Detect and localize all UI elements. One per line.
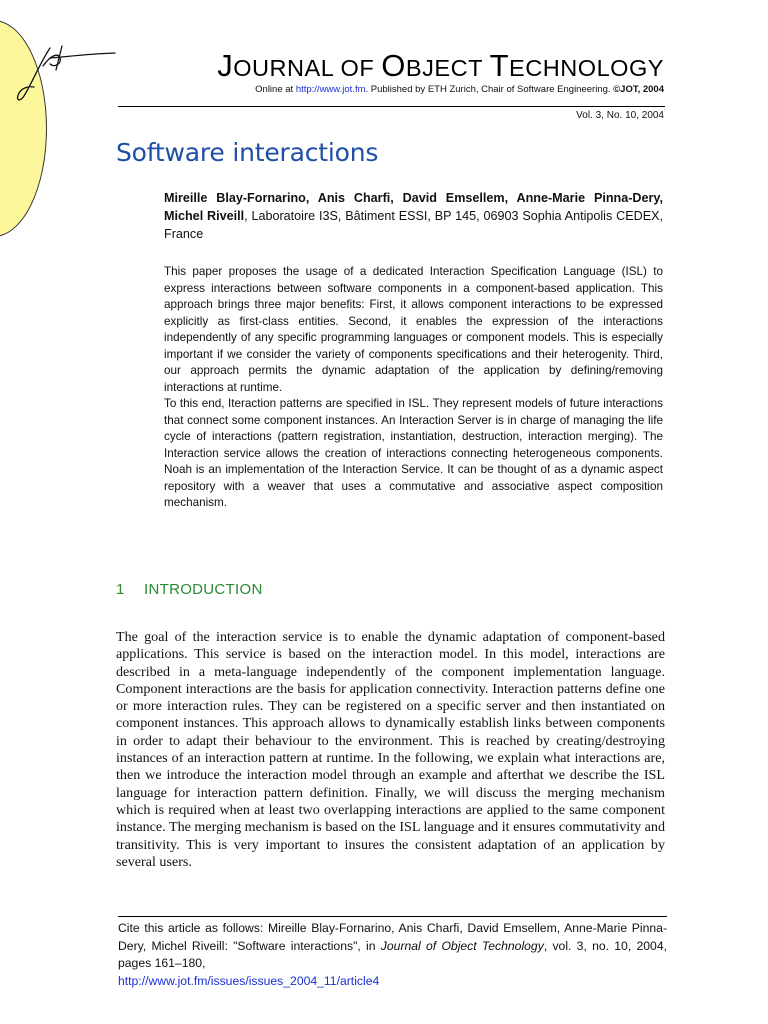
affiliation: , Laboratoire I3S, Bâtiment ESSI, BP 145, 06903 Sophia Antipolis CEDEX, France: [164, 209, 663, 241]
footer-divider: [118, 916, 667, 917]
article-url-link[interactable]: http://www.jot.fm/issues/issues_2004_11/article4: [118, 973, 380, 988]
introduction-paragraph: The goal of the interaction service is to enable the dynamic adaptation of component-based applications. This service is based on the interaction model. In this model, interactions are described in a meta-language independently of the component implementation language. Component interactions are the basis for application connectivity. Interaction patterns define one or more interaction rules. They can be registered on a specific server and then instantiated on component instances. This approach allows to dynamically establish links between components in order to adapt their behaviour to the environment. This is reached by creating/destroying instances of an interaction pattern at runtime. In the following, we explain what interactions are, then we introduce the interaction model through an example and afterthat we describe the ISL language for interaction pattern definition. Finally, we will discuss the merging mechanism which is required when at least two overlapping interactions are applied to the same component instance. The merging mechanism is based on the ISL language and it ensures commutativity and transitivity. This is very important to insures the consistent adaptation of an application by several users.: [116, 629, 665, 870]
journal-name: Journal of Object Technology: [380, 938, 544, 953]
abstract-paragraph: To this end, Iteraction patterns are specified in ISL. They represent models of future interactions that connect some component instances. An Interaction Server is in charge of managing the life cycle of interactions (pattern registration, instantiation, destruction, interaction merging). The Interaction service allows the creation of interactions connecting heterogeneous components. Noah is an implementation of the Interaction Service. It can be thought of as a dynamic aspect repository with a weaver that uses a commutative and associative aspect composition mechanism.: [164, 397, 663, 509]
header-divider: [118, 106, 665, 107]
section-heading: [116, 581, 263, 598]
publication-info: Online at http://www.jot.fm. Published by ETH Zurich, Chair of Software Engineering. ©JOT, 2004: [255, 84, 664, 95]
volume-info: Vol. 3, No. 10, 2004: [576, 110, 664, 121]
section-title: INTRODUCTION: [144, 581, 263, 598]
author-block: [164, 189, 663, 243]
jot-logo-icon: [10, 38, 120, 113]
abstract: [164, 264, 663, 512]
journal-title: JOURNAL OF OBJECT TECHNOLOGY: [217, 48, 664, 83]
section-number: 1: [116, 581, 125, 598]
copyright-notice: ©JOT, 2004: [613, 84, 664, 95]
abstract-paragraph: This paper proposes the usage of a dedicated Interaction Specification Language (ISL) to express interactions between software components in a component-based application. This approach brings three major benefits: First, it allows component interactions to be expressed explicitly as first-class entities. Second, it enables the expression of the interactions independently of any specific programming languages or component models. This is especially important if we consider the variety of components specifications and their heterogenity. Third, our approach permits the dynamic adaptation of the application by defining/removing interactions at runtime.: [164, 265, 663, 394]
citation-note: Cite this article as follows: Mireille Blay-Fornarino, Anis Charfi, David Emsellem, Anne-Marie Pinna-Dery, Michel Riveill: "Software interactions", in Journal of Object Technology, vol. 3, no. 10, 2004, pages 161–180, http://www.jot.fm/issues/issues_2004_11/article4: [118, 921, 667, 988]
journal-url-link[interactable]: http://www.jot.fm: [295, 84, 366, 95]
article-title: Software interactions: [116, 138, 379, 167]
author-names: Mireille Blay-Fornarino, Anis Charfi, David Emsellem, Anne-Marie Pinna-Dery, Michel Riveill: [164, 191, 663, 223]
